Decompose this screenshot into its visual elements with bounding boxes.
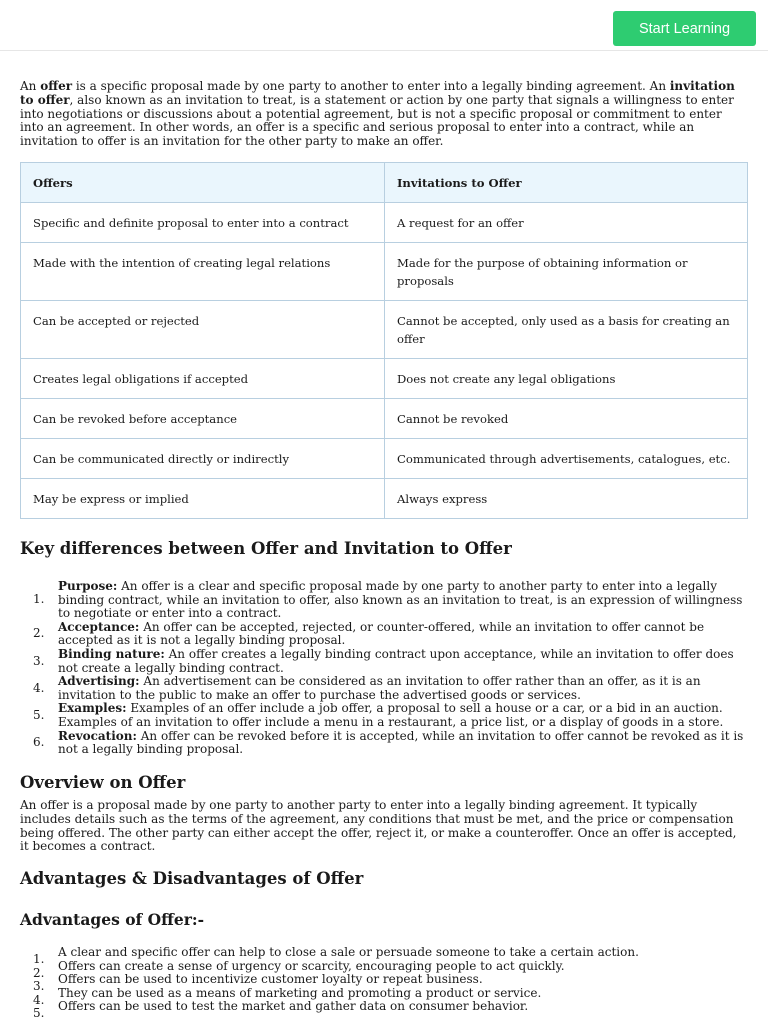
table-row: Specific and definite proposal to enter into a contract A request for an offer <box>21 203 748 243</box>
table-row: Creates legal obligations if accepted Does not create any legal obligations <box>21 359 748 399</box>
table-row: Can be communicated directly or indirectly Communicated through advertisements, catalogues, etc. <box>21 439 748 479</box>
key-differences-list <box>20 580 750 757</box>
list-item: 5. Examples: Examples of an offer include a job offer, a proposal to sell a house or a car, or a bid in an auction. Examples of an invitation to offer include a menu in a restaurant, a price list, or a display of goods in a store. <box>33 701 724 729</box>
list-item: 4. Advertising: An advertisement can be considered as an invitation to offer rather than an offer, as it is an invitation to the public to make an offer to purchase the advertised goods or services. <box>33 674 701 702</box>
table-row: Can be revoked before acceptance Cannot be revoked <box>21 399 748 439</box>
list-item: 1. Purpose: An offer is a clear and specific proposal made by one party to another party to enter into a legally binding contract, while an invitation to offer, also known as an invitation to treat, is an expression of willingness to negotiate or enter into a contract. <box>33 579 743 621</box>
intro-paragraph: An offer is a specific proposal made by one party to another to enter into a legally binding agreement. An invitation to offer, also known as an invitation to treat, is a statement or action by one party that signals a willingness to enter into negotiations or discussions about a potential agreement, but is not a specific proposal or commitment to enter into an agreement. In other words, an offer is a specific and serious proposal to enter into a contract, while an invitation to offer is an invitation for the other party to make an offer. <box>20 79 735 149</box>
table-header-row <box>21 163 748 203</box>
list-item: 2. Offers can create a sense of urgency or scarcity, encouraging people to act quickly. <box>33 958 565 980</box>
comparison-table <box>20 162 748 519</box>
advantages-list <box>20 945 748 1021</box>
table-row: Made with the intention of creating legal relations Made for the purpose of obtaining information or proposals <box>21 243 748 301</box>
advantages-heading: Advantages of Offer:- <box>20 910 205 929</box>
top-bar <box>0 0 768 51</box>
key-differences-heading: Key differences between Offer and Invitation to Offer <box>20 539 512 558</box>
list-item: 1. A clear and specific offer can help to close a sale or persuade someone to take a certain action. <box>33 945 639 966</box>
list-item: 4. They can be used as a means of marketing and promoting a product or service. <box>33 985 542 1007</box>
list-item: 5. Offers can be used to test the market and gather data on consumer behavior. <box>33 999 529 1021</box>
list-item: 6. Revocation: An offer can be revoked before it is accepted, while an invitation to offer cannot be revoked as it is not a legally binding proposal. <box>33 728 744 757</box>
list-item: 3. Binding nature: An offer creates a legally binding contract upon acceptance, while an invitation to offer does not create a legally binding contract. <box>33 646 734 675</box>
article-content <box>20 79 748 1021</box>
offer-term: offer <box>40 79 73 93</box>
table-header-invitations: Invitations to Offer <box>385 163 748 203</box>
list-item: 3. Offers can be used to incentivize customer loyalty or repeat business. <box>33 972 483 994</box>
start-learning-button[interactable]: Start Learning <box>613 11 756 46</box>
table-row: May be express or implied Always express <box>21 479 748 519</box>
invitation-term: invitation to offer <box>20 79 735 107</box>
adv-disadv-heading: Advantages & Disadvantages of Offer <box>20 869 364 888</box>
list-item: 2. Acceptance: An offer can be accepted, rejected, or counter-offered, while an invitation to offer cannot be accepted as it is not a legally binding proposal. <box>33 619 705 648</box>
table-header-offers: Offers <box>21 163 385 203</box>
table-row: Can be accepted or rejected Cannot be accepted, only used as a basis for creating an offer <box>21 301 748 359</box>
overview-paragraph: An offer is a proposal made by one party to another party to enter into a legally binding agreement. It typically includes details such as the terms of the agreement, any conditions that must be met, and the price or compensation being offered. The other party can either accept the offer, reject it, or make a counteroffer. Once an offer is accepted, it becomes a contract. <box>20 798 737 854</box>
overview-heading: Overview on Offer <box>20 773 186 792</box>
